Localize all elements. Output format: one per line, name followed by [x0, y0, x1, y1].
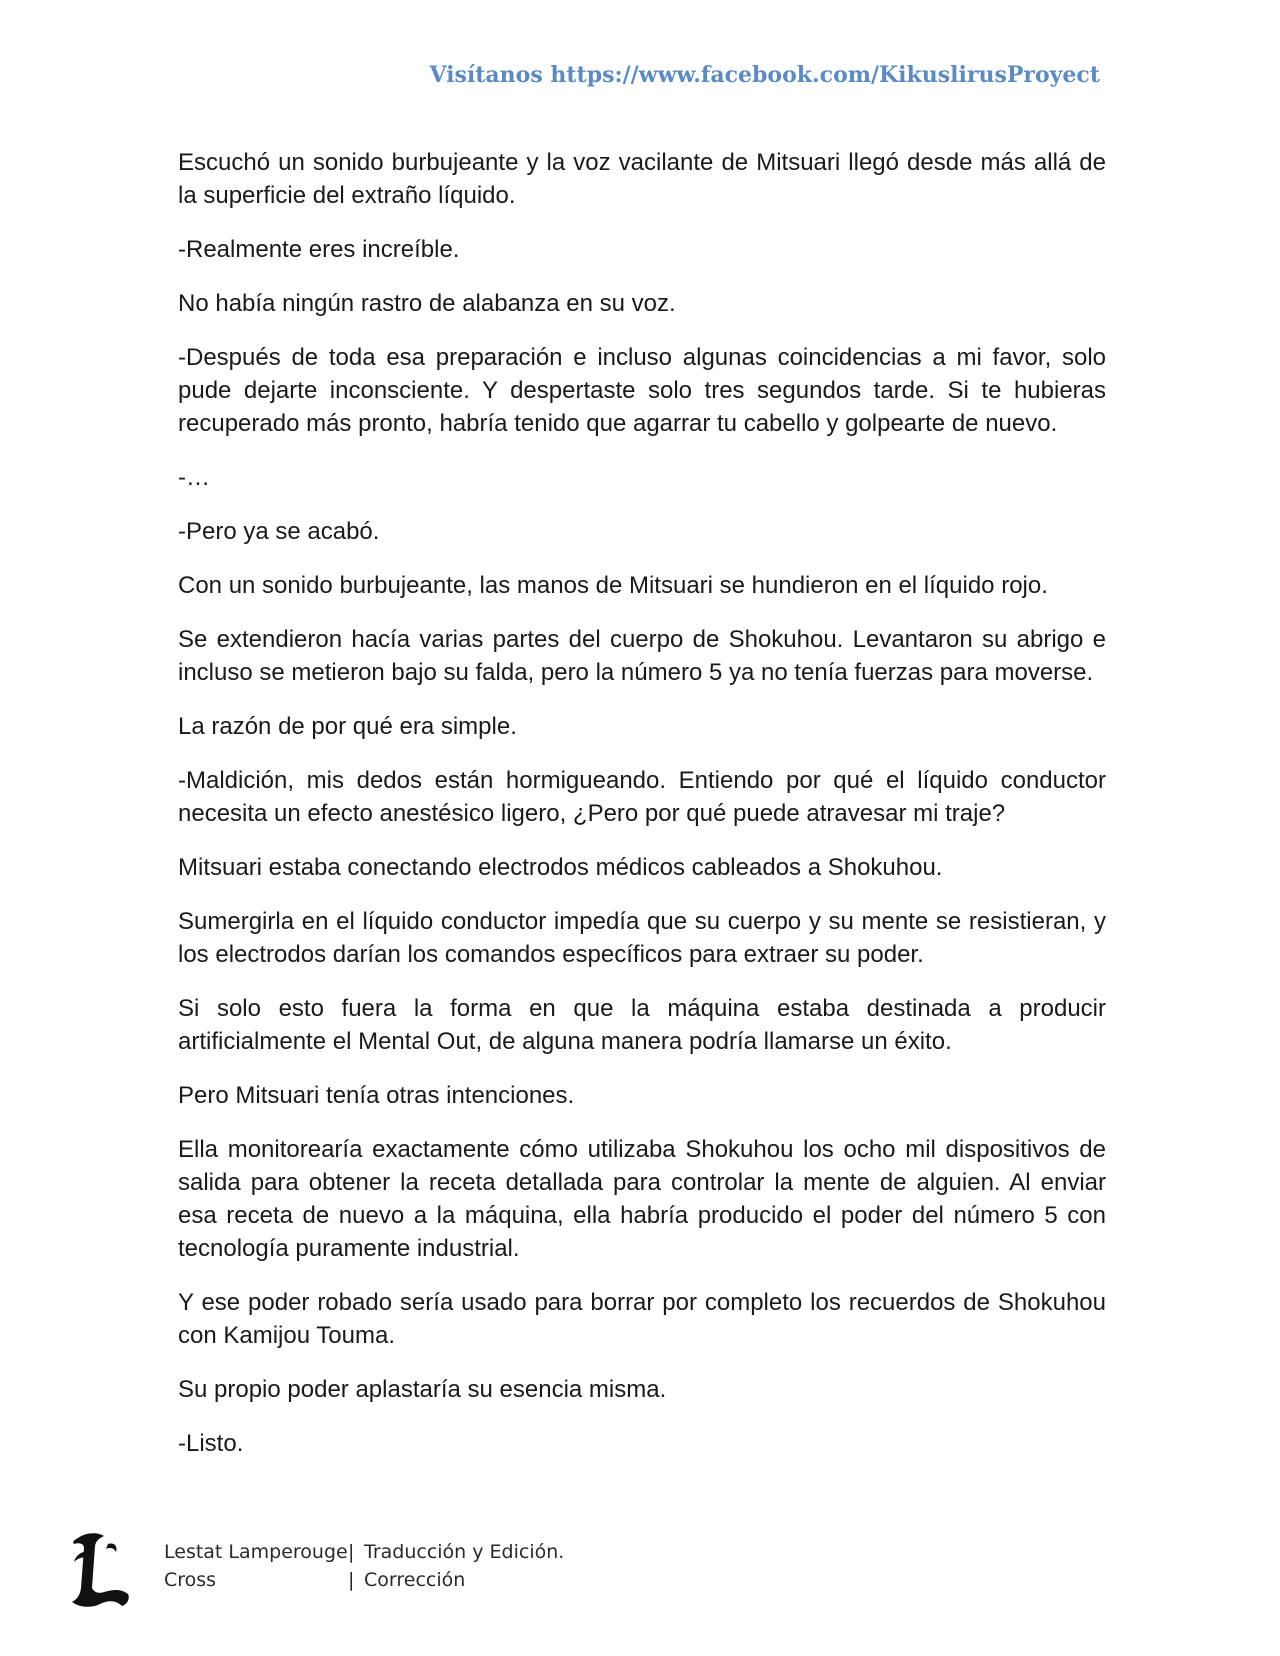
paragraph: No había ningún rastro de alabanza en su voz. [178, 290, 676, 317]
paragraph: -Realmente eres increíble. [178, 236, 460, 263]
gothic-l-logo-icon [64, 1530, 136, 1610]
paragraph: -Después de toda esa preparación e incluso algunas coincidencias a mi favor, solo pude dejarte inconsciente. Y despertaste solo tres segundos tarde. Si te hubieras recuperado más pronto, habría tenido que agarrar tu cabello y golpearte de nuevo. [178, 344, 1106, 437]
credit-row [164, 1538, 564, 1566]
body-text [178, 146, 1106, 1481]
paragraph: -… [178, 464, 210, 491]
header-facebook-link[interactable]: Visítanos https://www.facebook.com/KikuslirusProyect [429, 62, 1100, 88]
credit-separator: | [348, 1569, 355, 1591]
credit-name: Cross [164, 1569, 217, 1591]
paragraph: Si solo esto fuera la forma en que la máquina estaba destinada a producir artificialmente el Mental Out, de alguna manera podría llamarse un éxito. [178, 995, 1106, 1055]
paragraph: Y ese poder robado sería usado para borrar por completo los recuerdos de Shokuhou con Kamijou Touma. [178, 1289, 1106, 1349]
paragraph: Se extendieron hacía varias partes del cuerpo de Shokuhou. Levantaron su abrigo e incluso se metieron bajo su falda, pero la número 5 ya no tenía fuerzas para moverse. [178, 626, 1106, 686]
paragraph: La razón de por qué era simple. [178, 713, 517, 740]
paragraph: Mitsuari estaba conectando electrodos médicos cableados a Shokuhou. [178, 854, 943, 881]
paragraph: Escuchó un sonido burbujeante y la voz vacilante de Mitsuari llegó desde más allá de la superficie del extraño líquido. [178, 149, 1106, 209]
paragraph: Sumergirla en el líquido conductor impedía que su cuerpo y su mente se resistieran, y los electrodos darían los comandos específicos para extraer su poder. [178, 908, 1106, 968]
credits [164, 1538, 564, 1594]
footer [64, 1530, 764, 1620]
credit-row [164, 1566, 564, 1594]
paragraph: -Listo. [178, 1430, 244, 1457]
paragraph: Su propio poder aplastaría su esencia misma. [178, 1376, 667, 1403]
paragraph: -Pero ya se acabó. [178, 518, 380, 545]
credit-separator: | [348, 1541, 355, 1563]
credit-name: Lestat Lamperouge [164, 1541, 348, 1563]
paragraph: Pero Mitsuari tenía otras intenciones. [178, 1082, 575, 1109]
paragraph: Ella monitorearía exactamente cómo utilizaba Shokuhou los ocho mil dispositivos de salida para obtener la receta detallada para controlar la mente de alguien. Al enviar esa receta de nuevo a la máquina, ella habría producido el poder del número 5 con tecnología puramente industrial. [178, 1136, 1106, 1262]
credit-role: Corrección [364, 1569, 466, 1591]
credit-role: Traducción y Edición. [364, 1541, 565, 1563]
paragraph: -Maldición, mis dedos están hormigueando. Entiendo por qué el líquido conductor necesita un efecto anestésico ligero, ¿Pero por qué puede atravesar mi traje? [178, 767, 1106, 827]
paragraph: Con un sonido burbujeante, las manos de Mitsuari se hundieron en el líquido rojo. [178, 572, 1048, 599]
